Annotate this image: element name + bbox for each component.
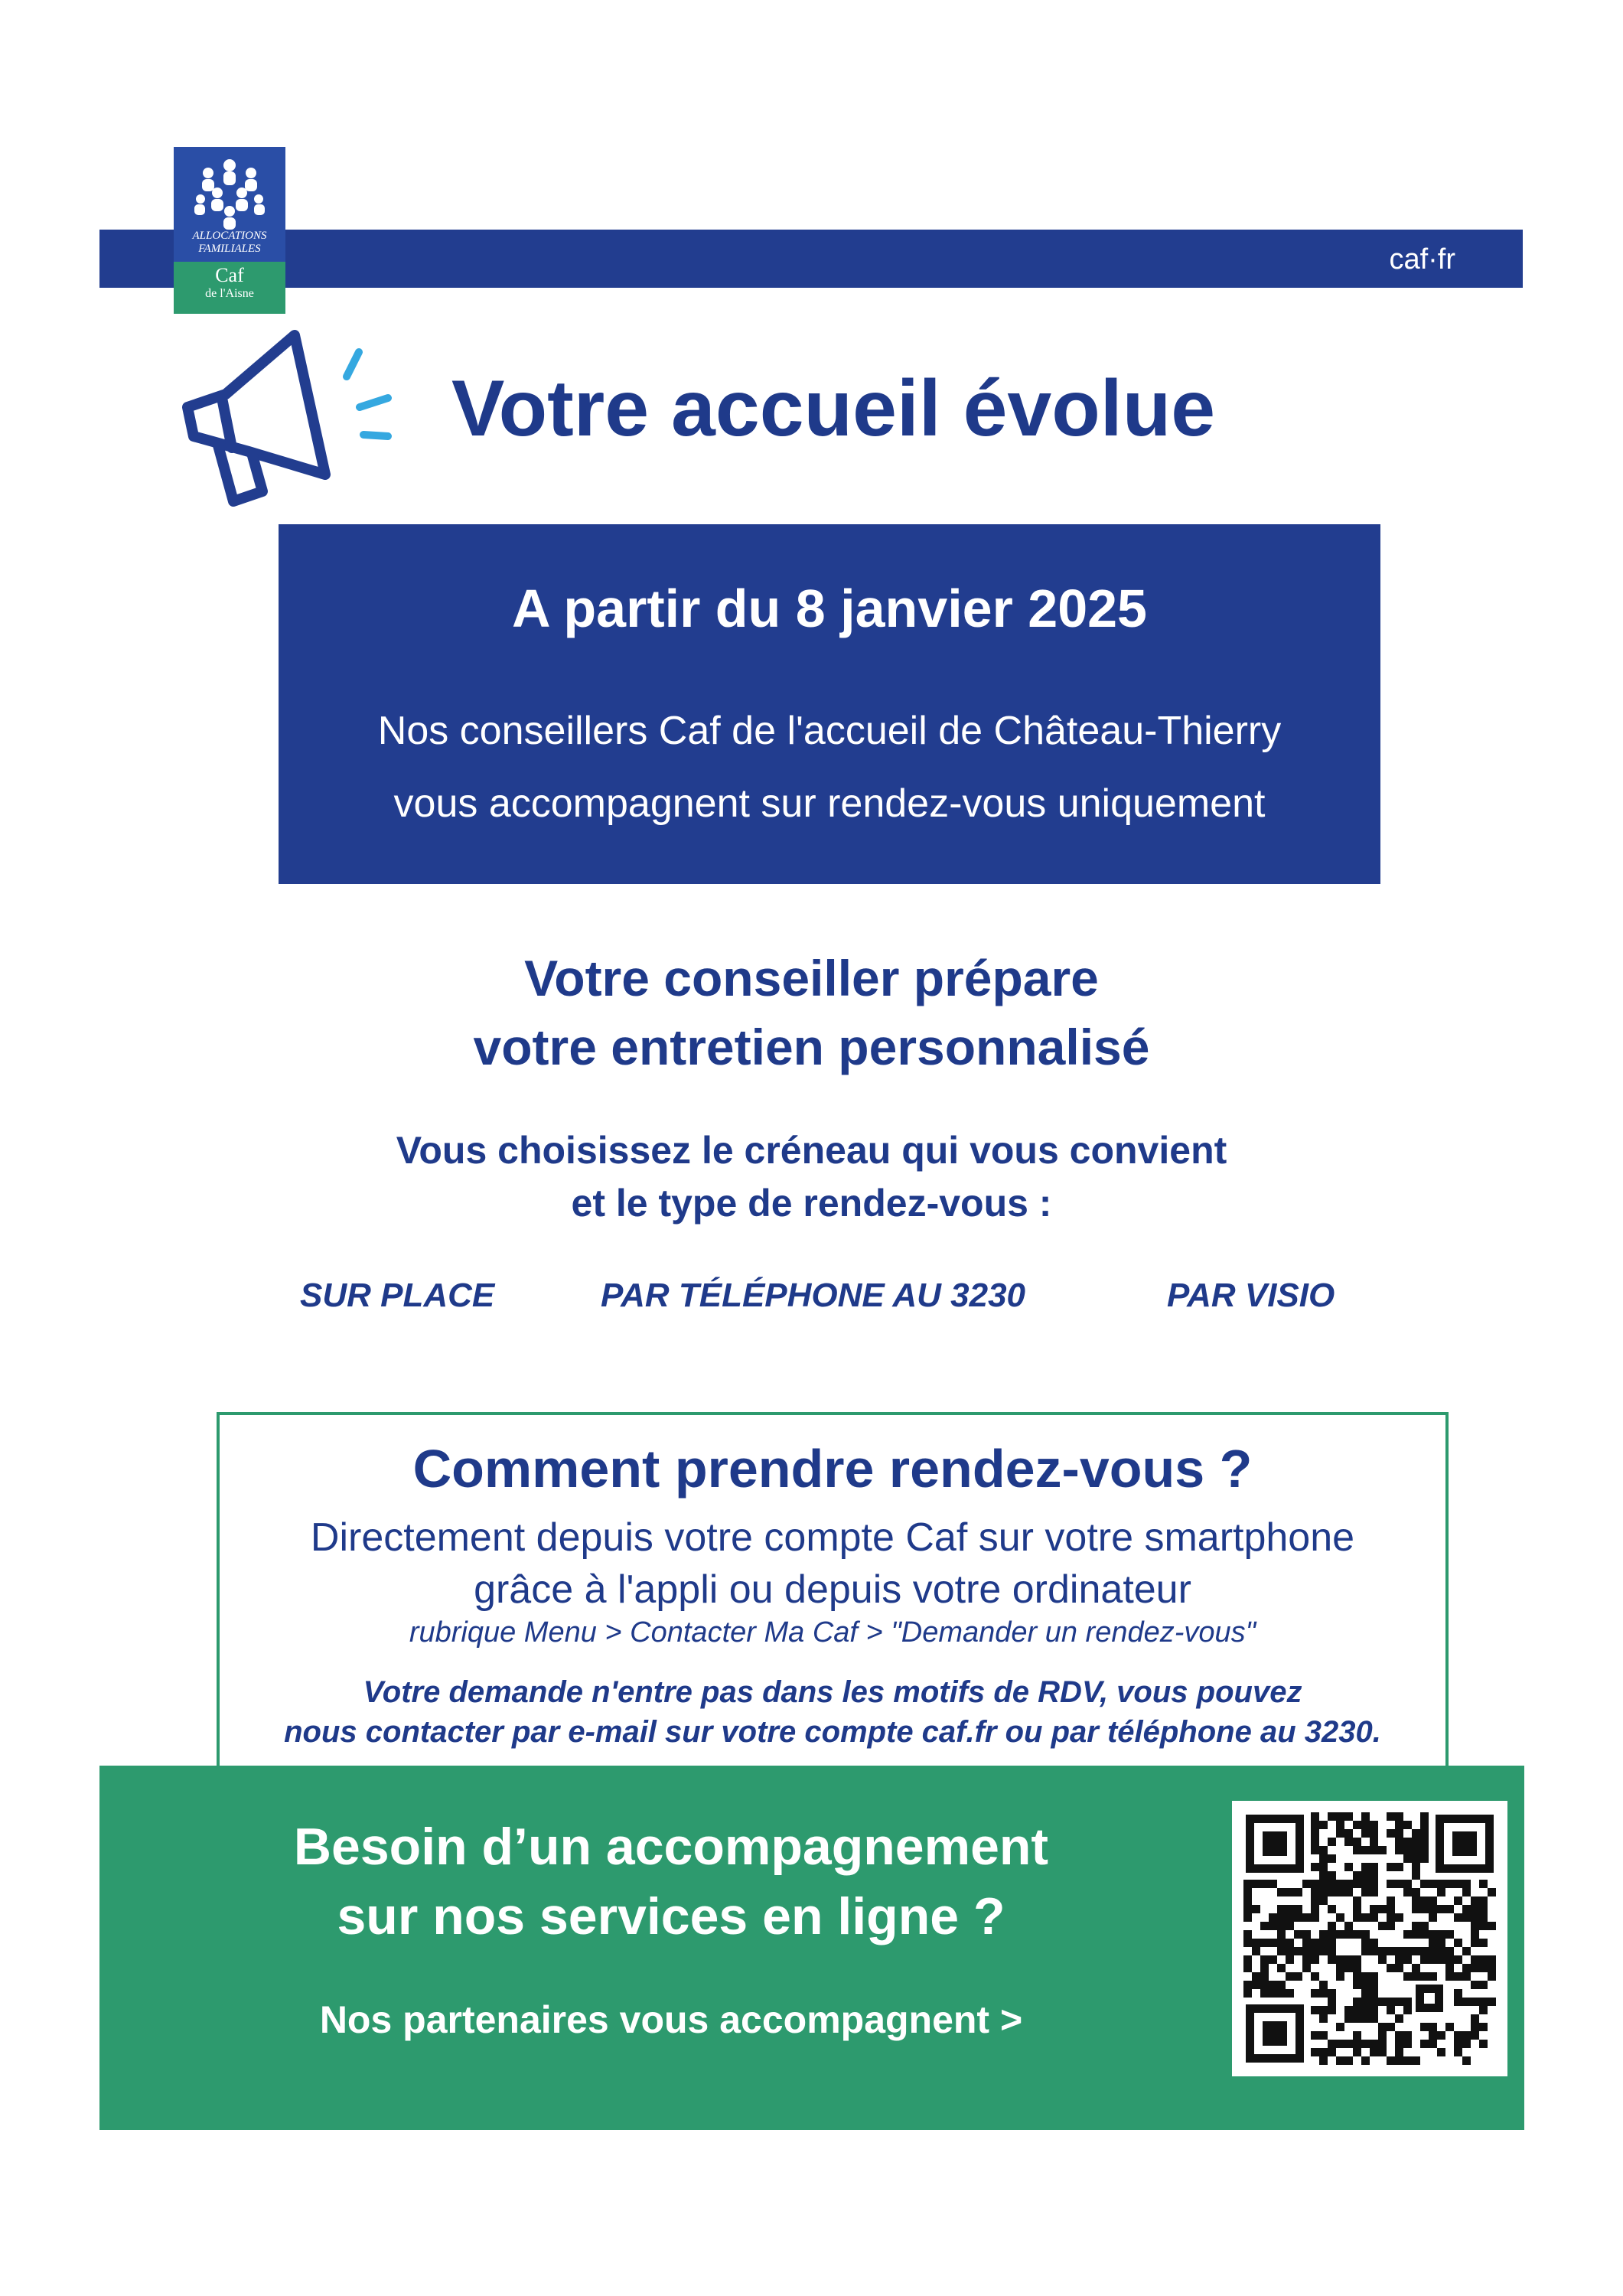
mode-phone: PAR TÉLÉPHONE AU 3230	[601, 1277, 1026, 1314]
announcement-line-1: Nos conseillers Caf de l'accueil de Château-Thierry	[377, 709, 1282, 753]
mode-video: PAR VISIO	[1167, 1277, 1335, 1314]
support-heading-1: Besoin d’un accompagnement	[293, 1818, 1049, 1876]
announcement-box	[279, 524, 1380, 884]
advisor-heading-2: votre entretien personnalisé	[473, 1019, 1150, 1075]
appointment-menu-path: rubrique Menu > Contacter Ma Caf > "Demander un rendez-vous"	[409, 1616, 1256, 1649]
choice-text-1: Vous choisissez le créneau qui vous convient	[396, 1129, 1227, 1172]
logo-caf: Caf	[215, 264, 244, 286]
announcement-line-2: vous accompagnent sur rendez-vous uniquement	[393, 781, 1266, 826]
support-heading-2: sur nos services en ligne ?	[337, 1887, 1005, 1945]
logo-department: de l'Aisne	[205, 287, 254, 300]
appointment-note-2: nous contacter par e-mail sur votre compte caf.fr ou par téléphone au 3230.	[284, 1715, 1381, 1749]
logo-wording: ALLOCATIONS FAMILIALES	[192, 230, 267, 255]
mode-on-site: SUR PLACE	[300, 1277, 495, 1314]
appointment-title: Comment prendre rendez-vous ?	[412, 1439, 1253, 1499]
appointment-line-2: grâce à l'appli ou depuis votre ordinateur	[474, 1567, 1191, 1612]
support-box	[99, 1766, 1524, 2130]
appointment-box	[217, 1412, 1449, 1767]
start-date: A partir du 8 janvier 2025	[512, 579, 1147, 638]
logo-caf-block	[174, 262, 285, 314]
qr-code[interactable]	[1232, 1801, 1507, 2076]
website-url[interactable]: caf·fr	[1389, 243, 1455, 276]
partners-link[interactable]: Nos partenaires vous accompagnent >	[319, 1998, 1023, 2041]
header-bar	[99, 230, 1523, 288]
caf-logo	[174, 147, 285, 314]
advisor-heading-1: Votre conseiller prépare	[524, 950, 1099, 1006]
appointment-line-1: Directement depuis votre compte Caf sur votre smartphone	[310, 1515, 1355, 1560]
page-title: Votre accueil évolue	[451, 364, 1216, 453]
choice-text-2: et le type de rendez-vous :	[571, 1182, 1052, 1225]
family-figures-icon	[185, 156, 274, 233]
appointment-note-1: Votre demande n'entre pas dans les motifs de RDV, vous pouvez	[363, 1675, 1302, 1709]
megaphone-icon	[172, 321, 402, 520]
